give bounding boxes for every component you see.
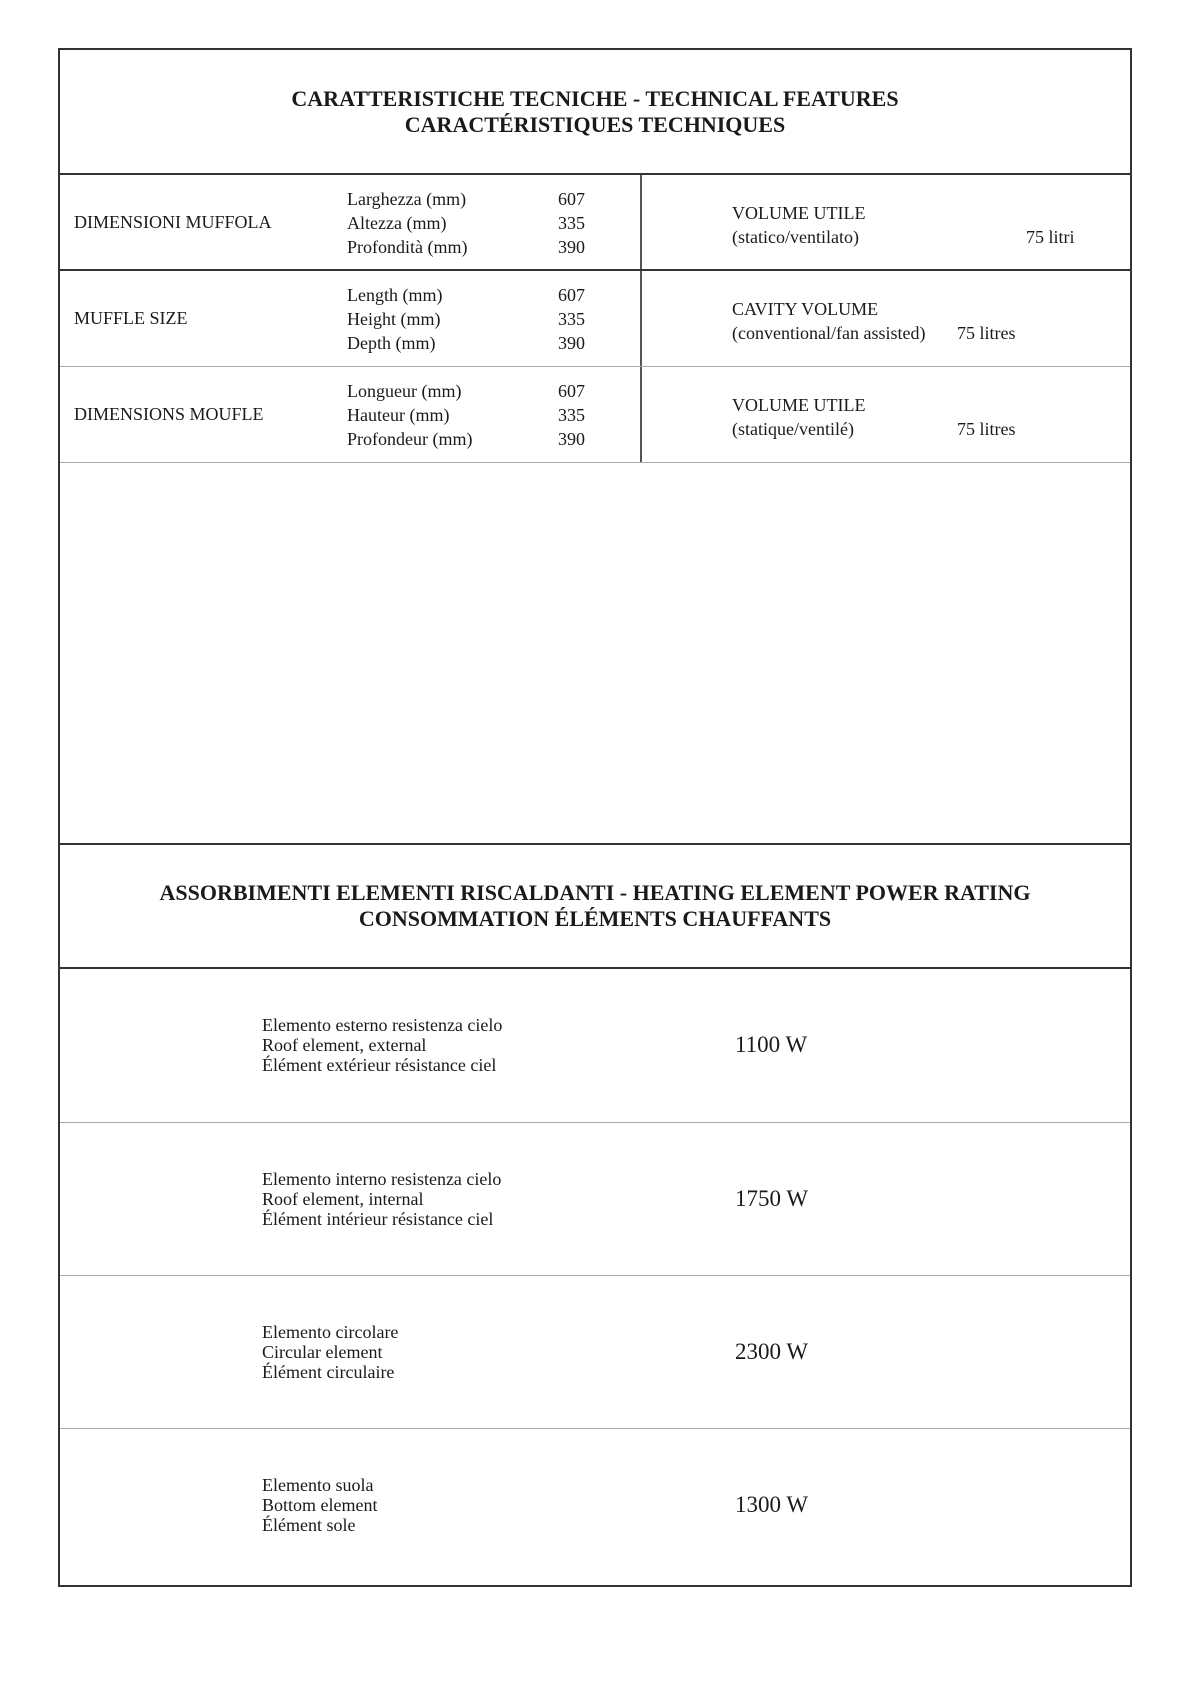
- tech-features-table: [58, 48, 1132, 1587]
- volume-block: [732, 297, 925, 345]
- value-height: 335: [558, 405, 585, 425]
- measure-depth: Profondeur (mm): [347, 429, 473, 449]
- measure-height: Height (mm): [347, 309, 441, 329]
- volume-block: [732, 393, 865, 441]
- power-rating-header: [60, 845, 1130, 967]
- volume-block: [732, 201, 865, 249]
- measure-depth: Profondità (mm): [347, 237, 468, 257]
- measure-height: Altezza (mm): [347, 213, 447, 233]
- element-label-en: Roof element, internal: [262, 1189, 424, 1209]
- element-label-en: Bottom element: [262, 1495, 378, 1515]
- element-label-fr: Élément sole: [262, 1515, 356, 1535]
- volume-title: CAVITY VOLUME: [732, 299, 879, 319]
- element-power: 2300 W: [735, 1339, 809, 1364]
- element-power: 1100 W: [735, 1032, 808, 1057]
- volume-amount: 75 litri: [1026, 227, 1075, 247]
- element-labels: [262, 1276, 398, 1428]
- dimension-row-fr: [60, 367, 1130, 462]
- value-height: 335: [558, 213, 585, 233]
- header-line-2: CARACTÉRISTIQUES TECHNIQUES: [404, 112, 786, 137]
- measure-values: [558, 187, 585, 259]
- element-row: [60, 1276, 1130, 1428]
- element-power: 1300 W: [735, 1492, 809, 1517]
- volume-title: VOLUME UTILE: [732, 203, 866, 223]
- measure-labels: [347, 283, 442, 355]
- element-label-fr: Élément circulaire: [262, 1362, 395, 1382]
- technical-features-header: [60, 50, 1130, 174]
- measure-height: Hauteur (mm): [347, 405, 450, 425]
- measure-labels: [347, 379, 472, 451]
- measure-width: Length (mm): [347, 285, 443, 305]
- value-width: 607: [558, 189, 585, 209]
- power-header-line-2: CONSOMMATION ÉLÉMENTS CHAUFFANTS: [358, 906, 832, 931]
- element-label-it: Elemento circolare: [262, 1322, 399, 1342]
- value-height: 335: [558, 309, 585, 329]
- measure-width: Larghezza (mm): [347, 189, 467, 209]
- element-label-fr: Élément extérieur résistance ciel: [262, 1055, 497, 1075]
- element-row: [60, 1123, 1130, 1275]
- element-labels: [262, 1123, 501, 1275]
- element-label-it: Elemento suola: [262, 1475, 374, 1495]
- divider: [60, 462, 1130, 463]
- volume-amount: 75 litres: [957, 323, 1016, 343]
- volume-amount: 75 litres: [957, 419, 1016, 439]
- element-row: [60, 969, 1130, 1121]
- value-depth: 390: [558, 429, 585, 449]
- volume-sub: (statico/ventilato): [732, 227, 859, 247]
- element-labels: [262, 969, 502, 1121]
- measure-labels: [347, 187, 467, 259]
- value-depth: 390: [558, 333, 585, 353]
- dimension-row-it: [60, 175, 1130, 270]
- value-depth: 390: [558, 237, 585, 257]
- row-label: DIMENSIONI MUFFOLA: [74, 212, 272, 232]
- measure-width: Longueur (mm): [347, 381, 462, 401]
- volume-sub: (statique/ventilé): [732, 419, 854, 439]
- element-power: 1750 W: [735, 1186, 809, 1211]
- measure-values: [558, 283, 585, 355]
- element-label-en: Circular element: [262, 1342, 383, 1362]
- row-label: DIMENSIONS MOUFLE: [74, 404, 264, 424]
- value-width: 607: [558, 381, 585, 401]
- element-label-it: Elemento esterno resistenza cielo: [262, 1015, 503, 1035]
- element-label-en: Roof element, external: [262, 1035, 427, 1055]
- element-row: [60, 1429, 1130, 1581]
- row-label: MUFFLE SIZE: [74, 308, 188, 328]
- element-label-it: Elemento interno resistenza cielo: [262, 1169, 502, 1189]
- volume-sub: (conventional/fan assisted): [732, 323, 926, 343]
- measure-values: [558, 379, 585, 451]
- dimension-row-en: [60, 271, 1130, 366]
- value-width: 607: [558, 285, 585, 305]
- power-header-line-1: ASSORBIMENTI ELEMENTI RISCALDANTI - HEATING ELEMENT POWER RATING: [159, 880, 1031, 905]
- volume-title: VOLUME UTILE: [732, 395, 866, 415]
- measure-depth: Depth (mm): [347, 333, 436, 353]
- element-labels: [262, 1429, 377, 1581]
- element-label-fr: Élément intérieur résistance ciel: [262, 1209, 494, 1229]
- header-line-1: CARATTERISTICHE TECNICHE - TECHNICAL FEATURES: [291, 86, 899, 111]
